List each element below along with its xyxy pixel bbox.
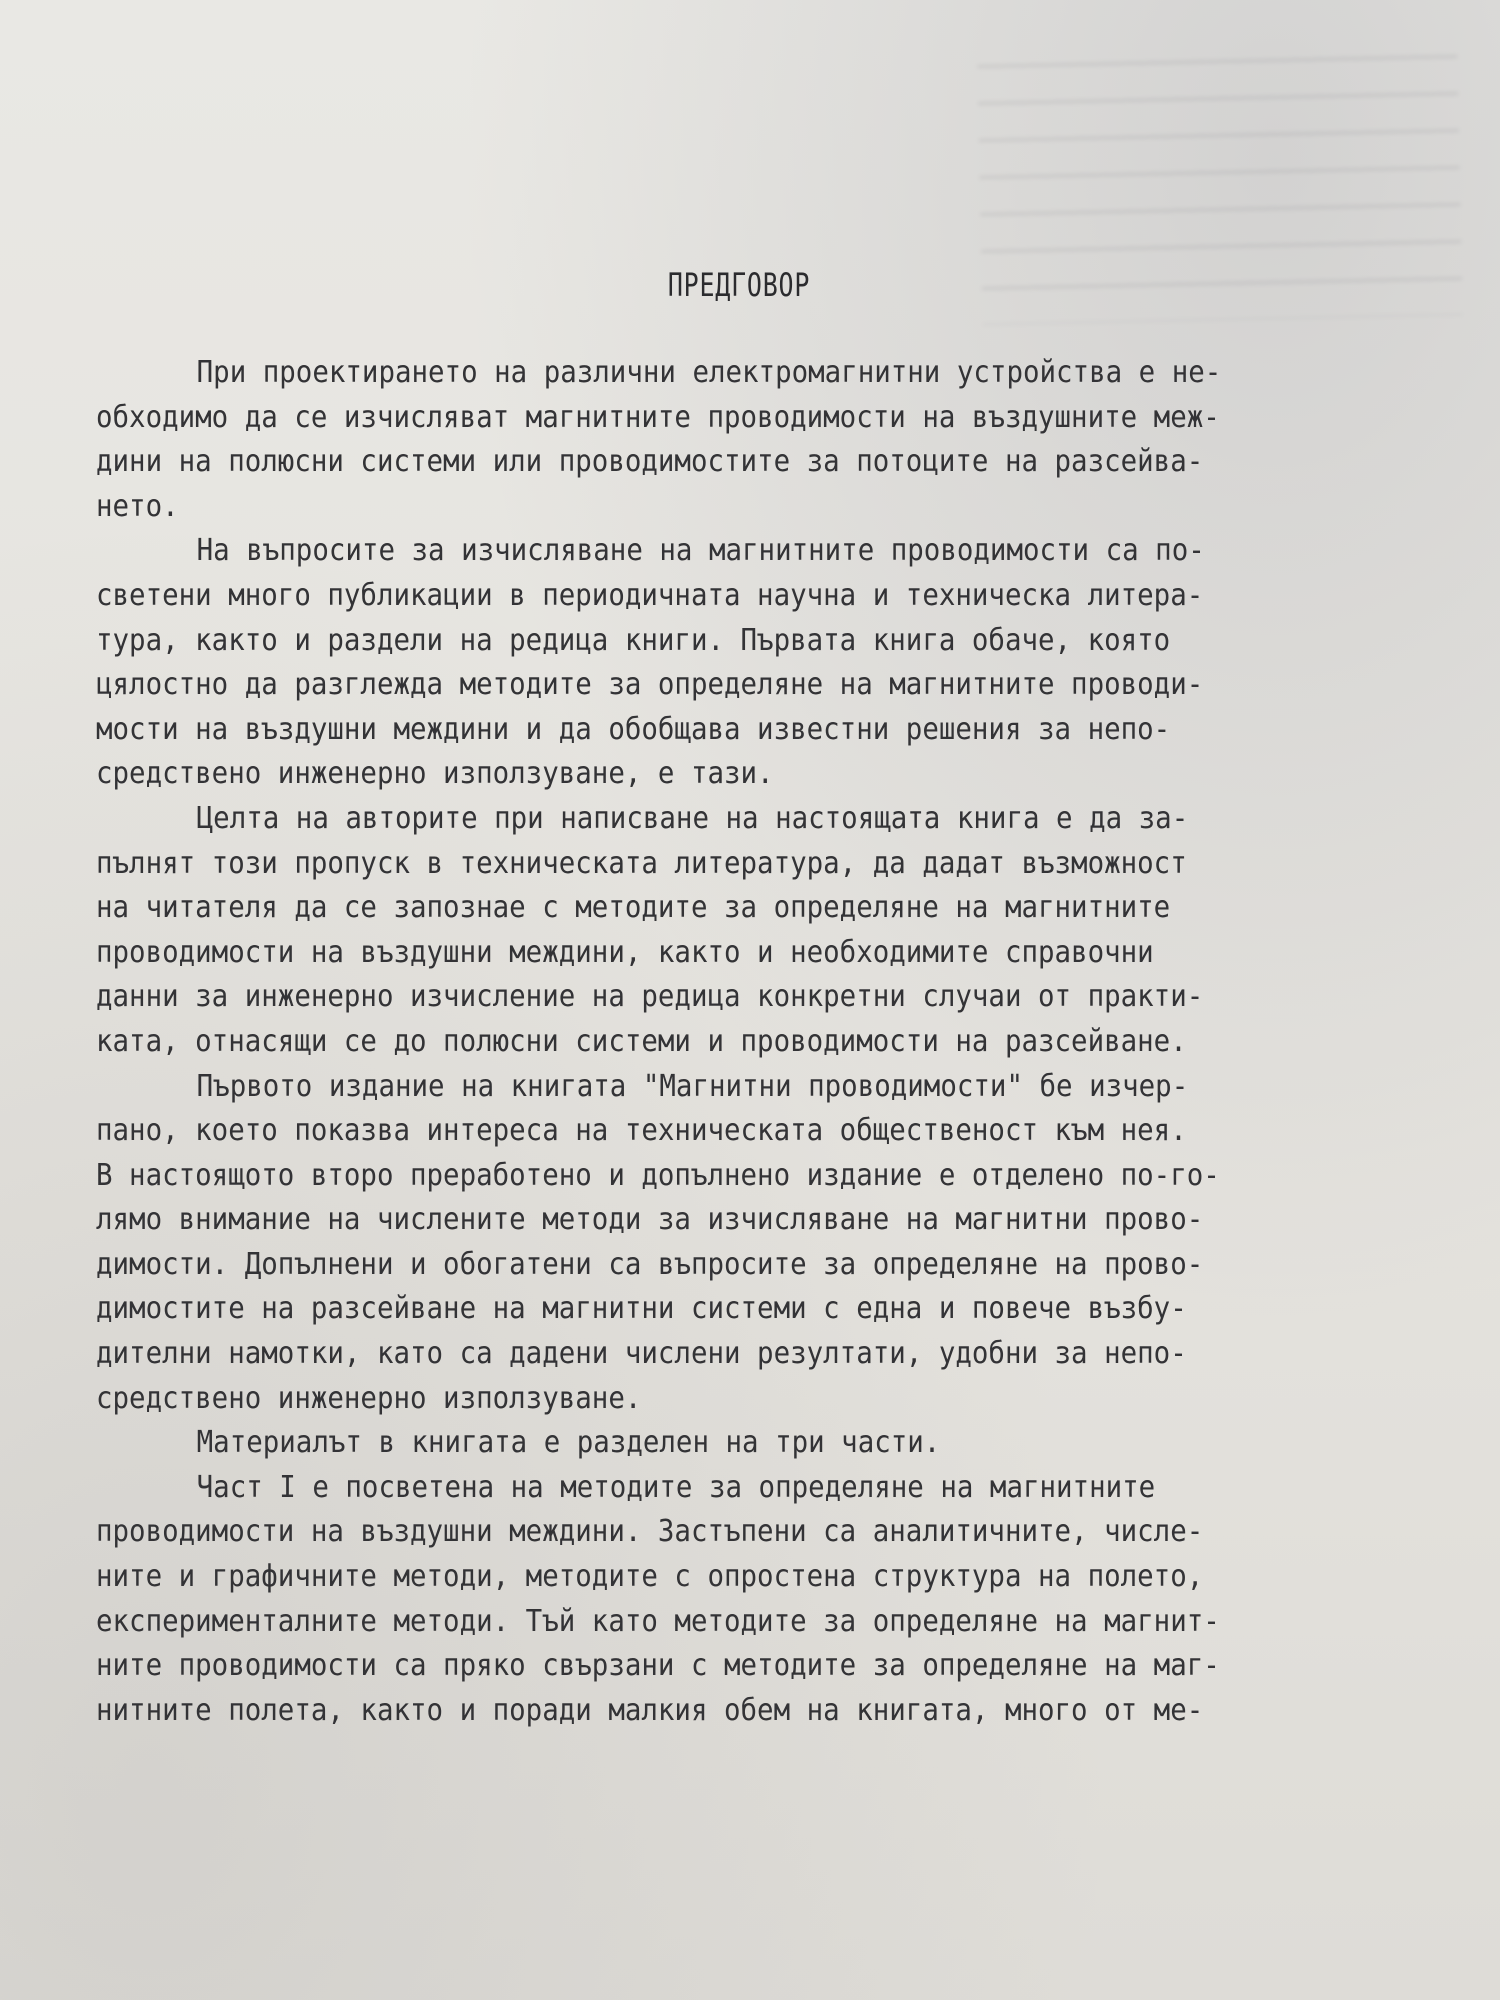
text-line: лямо внимание на числените методи за изчисляване на магнитни прово- bbox=[96, 1202, 1204, 1238]
text-line: дини на полюсни системи или проводимостите за потоците на разсейва- bbox=[96, 444, 1204, 480]
text-line: дителни намотки, като са дадени числени резултати, удобни за непо- bbox=[96, 1336, 1187, 1372]
text-line: пълнят този пропуск в техническата литература, да дадат възможност bbox=[96, 845, 1187, 881]
text-line: средствено инженерно използуване. bbox=[96, 1380, 642, 1416]
text-line: нитните полета, както и поради малкия обем на книгата, много от ме- bbox=[96, 1692, 1204, 1728]
text-line: димостите на разсейване на магнитни системи с една и повече възбу- bbox=[96, 1291, 1187, 1327]
text-line: на читателя да се запознае с методите за определяне на магнитните bbox=[96, 890, 1171, 926]
text-line: проводимости на въздушни междини. Застъпени са аналитичните, числе- bbox=[96, 1514, 1204, 1550]
text-line: Целта на авторите при написване на настоящата книга е да за- bbox=[196, 800, 1189, 836]
text-line: пано, което показва интереса на техническата общественост към нея. bbox=[96, 1113, 1187, 1149]
text-line: Първото издание на книгата "Магнитни проводимости" бе изчер- bbox=[196, 1068, 1189, 1104]
text-line: ката, отнасящи се до полюсни системи и проводимости на разсейване. bbox=[96, 1023, 1187, 1059]
text-line: данни за инженерно изчисление на редица конкретни случаи от практи- bbox=[96, 979, 1204, 1015]
text-line: тура, както и раздели на редица книги. Първата книга обаче, която bbox=[96, 622, 1171, 658]
text-line: Материалът в книгата е разделен на три части. bbox=[196, 1425, 941, 1461]
text-line: мости на въздушни междини и да обобщава известни решения за непо- bbox=[96, 711, 1171, 747]
text-line: цялостно да разглежда методите за определяне на магнитните проводи- bbox=[96, 667, 1204, 703]
body-text bbox=[96, 351, 1304, 1733]
text-line: средствено инженерно използуване, е тази. bbox=[96, 756, 774, 792]
text-line: обходимо да се изчисляват магнитните проводимости на въздушните меж- bbox=[96, 399, 1220, 435]
text-line: проводимости на въздушни междини, както и необходимите справочни bbox=[96, 934, 1154, 970]
text-line: При проектирането на различни електромагнитни устройства е не- bbox=[196, 355, 1222, 390]
text-line: ните проводимости са пряко свързани с методите за определяне на маг- bbox=[96, 1648, 1220, 1684]
page-title: ПРЕДГОВОР bbox=[667, 266, 811, 304]
text-line: димости. Допълнени и обогатени са въпросите за определяне на прово- bbox=[96, 1246, 1204, 1282]
text-line: Част I е посветена на методите за определяне на магнитните bbox=[196, 1469, 1156, 1505]
text-line: нето. bbox=[96, 488, 179, 524]
text-line: ните и графичните методи, методите с опростена структура на полето, bbox=[96, 1559, 1204, 1595]
text-line: светени много публикации в периодичната научна и техническа литера- bbox=[96, 577, 1204, 613]
text-line: В настоящото второ преработено и допълнено издание е отделено по-го- bbox=[96, 1157, 1220, 1193]
text-line: На въпросите за изчисляване на магнитните проводимости са по- bbox=[196, 533, 1205, 569]
text-line: експерименталните методи. Тъй като методите за определяне на магнит- bbox=[96, 1603, 1220, 1639]
